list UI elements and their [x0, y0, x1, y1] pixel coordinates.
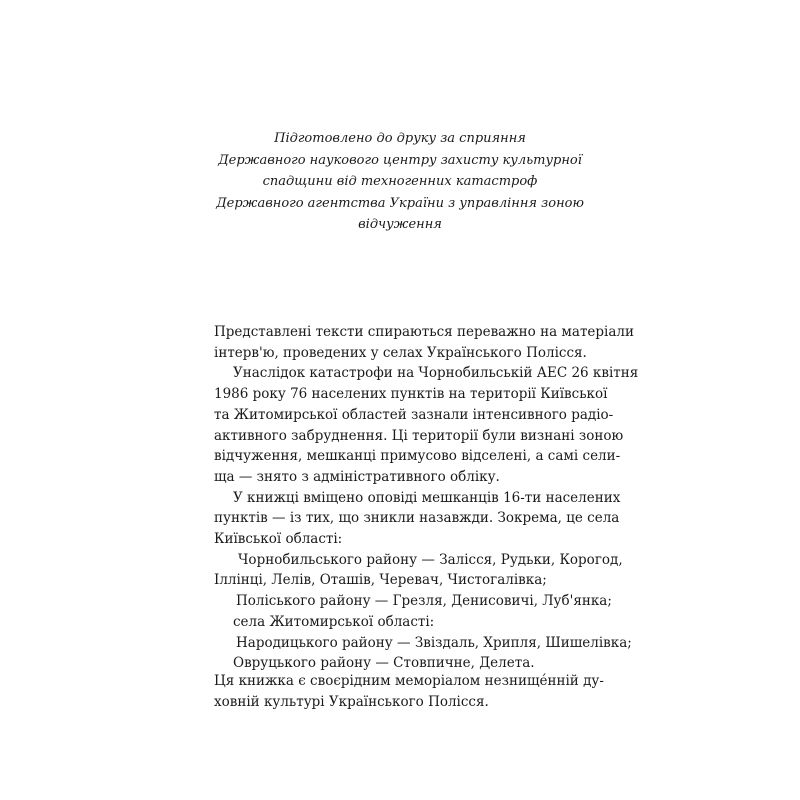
dedication-block	[200, 128, 600, 236]
closing-paragraph	[214, 671, 604, 713]
body-line: Київської області:	[214, 531, 343, 548]
body-line: У книжці вміщено оповіді мешканців 16-ти населених	[233, 489, 621, 506]
dedication-line: Державного наукового центру захисту культурної	[218, 152, 582, 168]
body-line: 1986 року 76 населених пунктів на території Київської	[214, 386, 608, 403]
main-text-block	[214, 322, 639, 674]
body-line: та Житомирської областей зазнали інтенсивного радіо-	[214, 406, 614, 423]
village-list-line: Народицького району — Звіздаль, Хрипля, Шишелівка;	[236, 634, 632, 651]
body-line: ща — знято з адміністративного обліку.	[214, 468, 500, 485]
body-line: пунктів — із тих, що зникли назавжди. Зокрема, це села	[214, 510, 620, 527]
dedication-line: відчуження	[358, 217, 442, 233]
village-list-line: Овруцького району — Стовпичне, Делета.	[233, 655, 535, 672]
body-line: активного забруднення. Ці території були визнані зоною	[214, 427, 624, 444]
dedication-line: Підготовлено до друку за сприяння	[274, 131, 526, 146]
closing-line: ховній культурі Українського Полісся.	[214, 694, 489, 710]
dedication-line: Державного агентства України з управління зоною	[216, 195, 584, 211]
dedication-line: спадщини від техногенних катастроф	[262, 174, 538, 190]
body-line: інтерв'ю, проведених у селах Українського Полісся.	[214, 344, 587, 361]
body-line: відчуження, мешканці примусово відселені, а самі сели-	[214, 448, 621, 465]
village-list-line: Поліського району — Грезля, Денисовичі, Луб'янка;	[236, 593, 612, 610]
village-list-line: села Житомирської області:	[233, 613, 435, 630]
body-line: Представлені тексти спираються переважно на матеріали	[214, 324, 634, 340]
village-list-line: Іллінці, Лелів, Оташів, Черевач, Чистогалівка;	[214, 572, 547, 589]
village-list-line: Чорнобильського району — Залісся, Рудьки, Корогод,	[238, 551, 623, 568]
body-line: Унаслідок катастрофи на Чорнобильській АЕС 26 квітня	[233, 365, 639, 382]
closing-line: Ця книжка є своєрідним меморіалом незнищéнній ду-	[214, 673, 604, 689]
